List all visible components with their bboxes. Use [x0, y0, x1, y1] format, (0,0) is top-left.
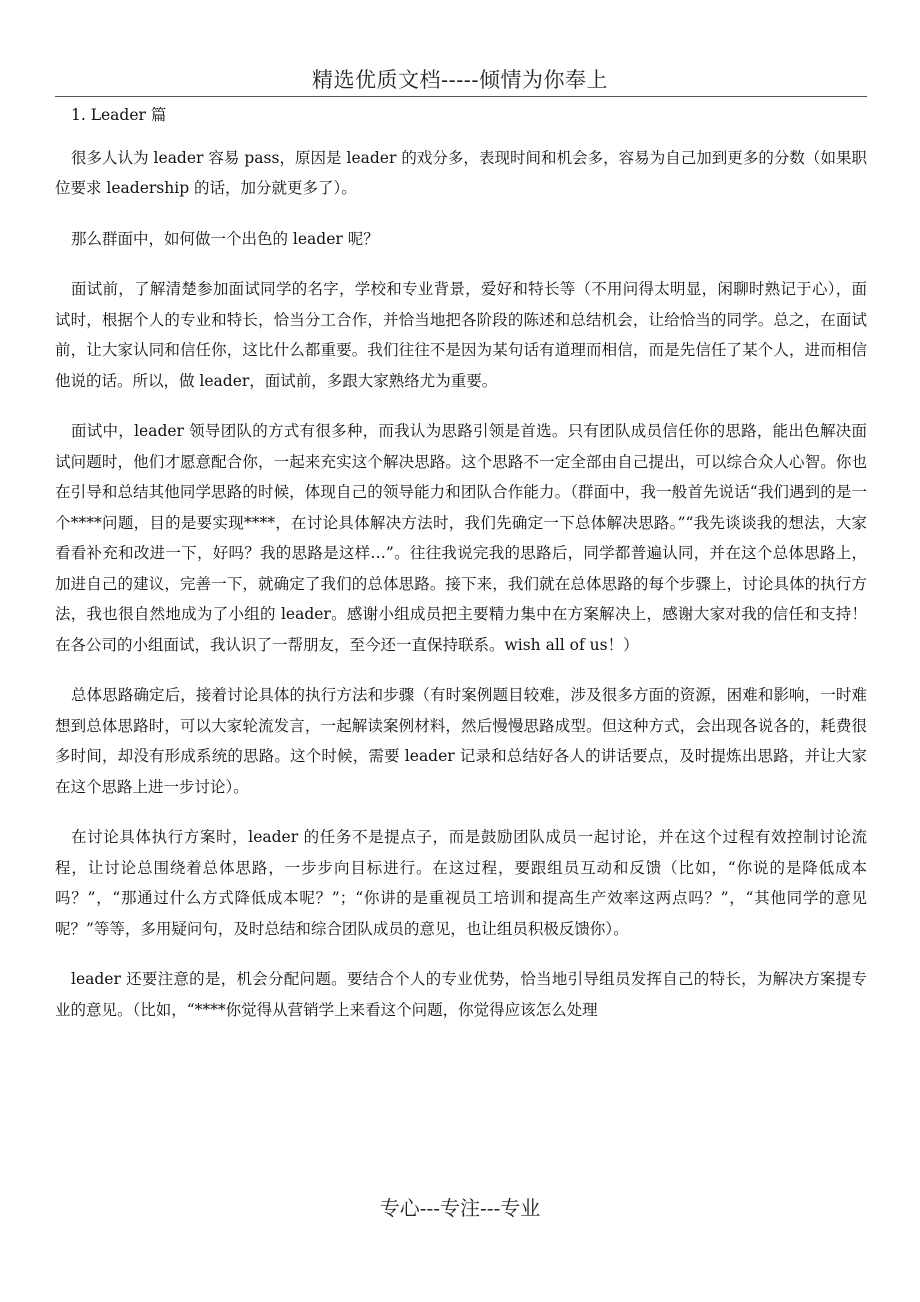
paragraph: 面试中，leader 领导团队的方式有很多种，而我认为思路引领是首选。只有团队成员信任你的思路，能出色解决面试问题时，他们才愿意配合你，一起来充实这个解决思路。这个思路不一定全部由自己提出，可以综合众人心智。你也在引导和总结其他同学思路的时候，体现自己的领导能力和团队合作能力。（群面中，我一般首先说话“我们遇到的是一个****问题，目的是要实现****，在讨论具体解决方法时，我们先确定一下总体解决思路。”“我先谈谈我的想法，大家看看补充和改进一下，好吗？我的思路是这样…”。往往我说完我的思路后，同学都普遍认同，并在这个总体思路上，加进自己的建议，完善一下，就确定了我们的总体思路。接下来，我们就在总体思路的每个步骤上，讨论具体的执行方法，我也很自然地成为了小组的 leader。感谢小组成员把主要精力集中在方案解决上，感谢大家对我的信任和支持！在各公司的小组面试，我认识了一帮朋友，至今还一直保持联系。wish all of us！） [55, 422, 867, 654]
header-divider [55, 96, 867, 97]
paragraph: 在讨论具体执行方案时，leader 的任务不是提点子，而是鼓励团队成员一起讨论，并在这个过程有效控制讨论流程，让讨论总围绕着总体思路，一步步向目标进行。在这过程，要跟组员互动和反馈（比如，“你说的是降低成本吗？”，“那通过什么方式降低成本呢？”；“你讲的是重视员工培训和提高生产效率这两点吗？”，“其他同学的意见呢？”等等，多用疑问句，及时总结和综合团队成员的意见，也让组员积极反馈你）。 [55, 828, 867, 938]
page-header: 精选优质文档-----倾情为你奉上 [312, 68, 608, 92]
section-heading: 1. Leader 篇 [71, 106, 167, 124]
paragraph: 那么群面中，如何做一个出色的 leader 呢？ [71, 229, 379, 248]
paragraph: 总体思路确定后，接着讨论具体的执行方法和步骤（有时案例题目较难，涉及很多方面的资源，困难和影响，一时难想到总体思路时，可以大家轮流发言，一起解读案例材料，然后慢慢思路成型。但这种方式，会出现各说各的，耗费很多时间，却没有形成系统的思路。这个时候，需要 leader 记录和总结好各人的讲话要点，及时提炼出思路，并让大家在这个思路上进一步讨论）。 [55, 686, 867, 796]
paragraph: leader 还要注意的是，机会分配问题。要结合个人的专业优势，恰当地引导组员发挥自己的特长，为解决方案提专业的意见。（比如，“****你觉得从营销学上来看这个问题，你觉得应该怎么处理 [55, 970, 867, 1019]
document-body [55, 100, 867, 1045]
paragraph: 面试前，了解清楚参加面试同学的名字，学校和专业背景，爱好和特长等（不用问得太明显，闲聊时熟记于心），面试时，根据个人的专业和特长，恰当分工合作，并恰当地把各阶段的陈述和总结机会，让给恰当的同学。总之，在面试前，让大家认同和信任你，这比什么都重要。我们往往不是因为某句话有道理而相信，而是先信任了某个人，进而相信他说的话。所以，做 leader，面试前，多跟大家熟络尤为重要。 [55, 280, 867, 390]
page-footer: 专心---专注---专业 [379, 1196, 541, 1220]
paragraph: 很多人认为 leader 容易 pass，原因是 leader 的戏分多，表现时间和机会多，容易为自己加到更多的分数（如果职位要求 leadership 的话，加分就更多了）。 [55, 148, 867, 197]
